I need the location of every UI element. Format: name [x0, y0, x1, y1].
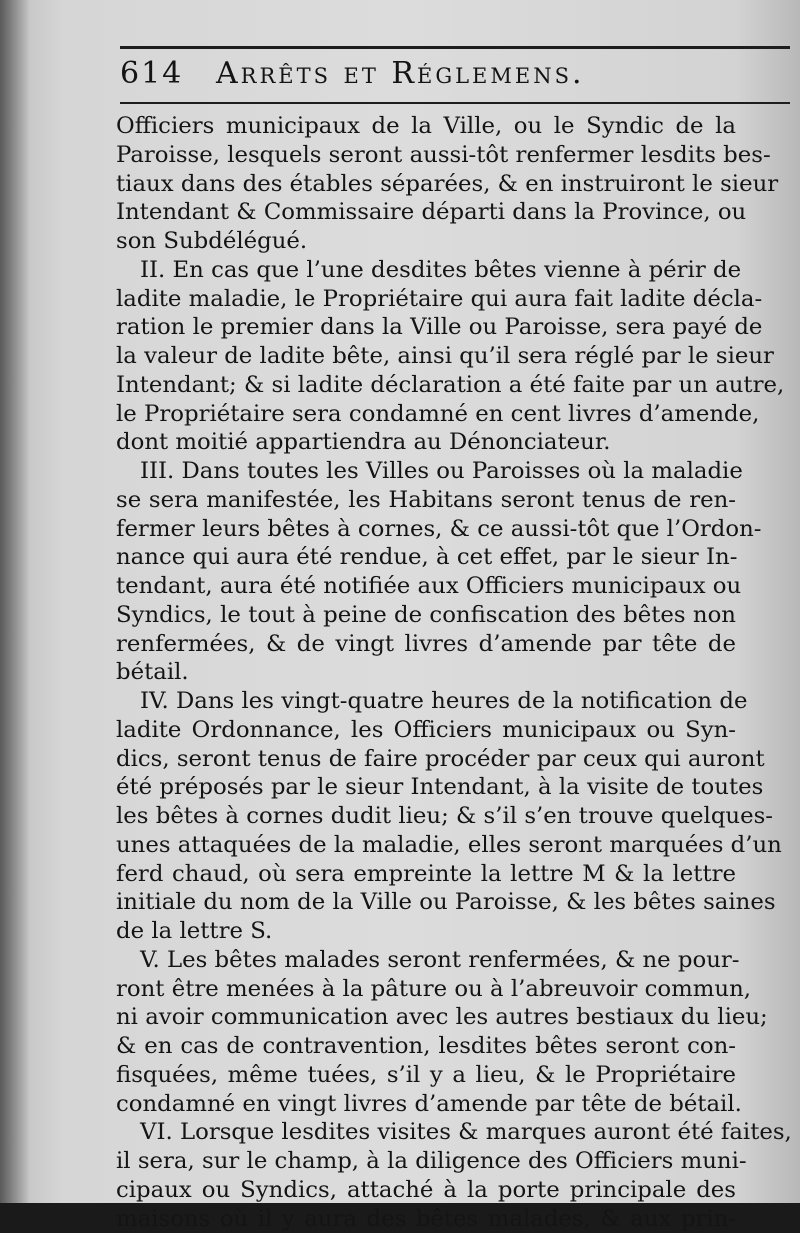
text-line: & en cas de contravention, lesdites bêtes seront con- — [116, 1032, 736, 1061]
text-line: ration le premier dans la Ville ou Paroisse, sera payé de — [116, 313, 736, 342]
text-line: Intendant; & si ladite déclaration a été faite par un autre, — [116, 371, 736, 400]
top-rule — [120, 46, 790, 49]
text-line: nance qui aura été rendue, à cet effet, par le sieur In- — [116, 543, 736, 572]
text-line: renfermées, & de vingt livres d’amende par tête de — [116, 630, 736, 659]
text-line: tiaux dans des étables séparées, & en instruiront le sieur — [116, 170, 736, 199]
running-head: Arrêts et Réglemens. — [216, 56, 585, 91]
text-line: bétail. — [116, 658, 736, 687]
text-line: la valeur de ladite bête, ainsi qu’il sera réglé par le sieur — [116, 342, 736, 371]
page-number: 614 — [120, 56, 183, 91]
text-line: condamné en vingt livres d’amende par tête de bétail. — [116, 1090, 736, 1119]
text-line: ront être menées à la pâture ou à l’abreuvoir commun, — [116, 975, 736, 1004]
article-start-line: IV. Dans les vingt-quatre heures de la notification de — [116, 687, 736, 716]
text-line: les bêtes à cornes dudit lieu; & s’il s’en trouve quelques- — [116, 802, 736, 831]
text-line: ni avoir communication avec les autres bestiaux du lieu; — [116, 1003, 736, 1032]
text-line: ladite maladie, le Propriétaire qui aura fait ladite décla- — [116, 285, 736, 314]
text-line: maisons où il y aura des bêtes malades, & aux prin- — [116, 1205, 736, 1233]
text-line: Syndics, le tout à peine de confiscation des bêtes non — [116, 601, 736, 630]
book-gutter-shadow — [0, 0, 30, 1203]
text-line: Intendant & Commissaire départi dans la Province, ou — [116, 198, 736, 227]
text-line: Paroisse, lesquels seront aussi-tôt renfermer lesdits bes- — [116, 141, 736, 170]
text-line: initiale du nom de la Ville ou Paroisse, & les bêtes saines — [116, 888, 736, 917]
header-rule — [120, 102, 790, 104]
text-line: dont moitié appartiendra au Dénonciateur. — [116, 428, 736, 457]
text-line: le Propriétaire sera condamné en cent livres d’amende, — [116, 400, 736, 429]
text-line: ladite Ordonnance, les Officiers municipaux ou Syn- — [116, 716, 736, 745]
text-line: son Subdélégué. — [116, 227, 736, 256]
page-header — [120, 52, 760, 96]
text-line: cipaux ou Syndics, attaché à la porte principale des — [116, 1176, 736, 1205]
text-line: fermer leurs bêtes à cornes, & ce aussi-tôt que l’Ordon- — [116, 515, 736, 544]
article-start-line: VI. Lorsque lesdites visites & marques auront été faites, — [116, 1118, 736, 1147]
article-start-line: III. Dans toutes les Villes ou Paroisses où la maladie — [116, 457, 736, 486]
text-line: il sera, sur le champ, à la diligence des Officiers muni- — [116, 1147, 736, 1176]
text-line: fisquées, même tuées, s’il y a lieu, & le Propriétaire — [116, 1061, 736, 1090]
text-line: de la lettre S. — [116, 917, 736, 946]
text-line: unes attaquées de la maladie, elles seront marquées d’un — [116, 831, 736, 860]
text-line: tendant, aura été notifiée aux Officiers municipaux ou — [116, 572, 736, 601]
article-start-line: II. En cas que l’une desdites bêtes vienne à périr de — [116, 256, 736, 285]
text-line: ferd chaud, où sera empreinte la lettre M & la lettre — [116, 860, 736, 889]
text-line: se sera manifestée, les Habitans seront tenus de ren- — [116, 486, 736, 515]
body-text — [116, 112, 736, 1233]
text-line: dics, seront tenus de faire procéder par ceux qui auront — [116, 745, 736, 774]
text-line: Officiers municipaux de la Ville, ou le Syndic de la — [116, 112, 736, 141]
text-line: été préposés par le sieur Intendant, à la visite de toutes — [116, 773, 736, 802]
article-start-line: V. Les bêtes malades seront renfermées, & ne pour- — [116, 946, 736, 975]
